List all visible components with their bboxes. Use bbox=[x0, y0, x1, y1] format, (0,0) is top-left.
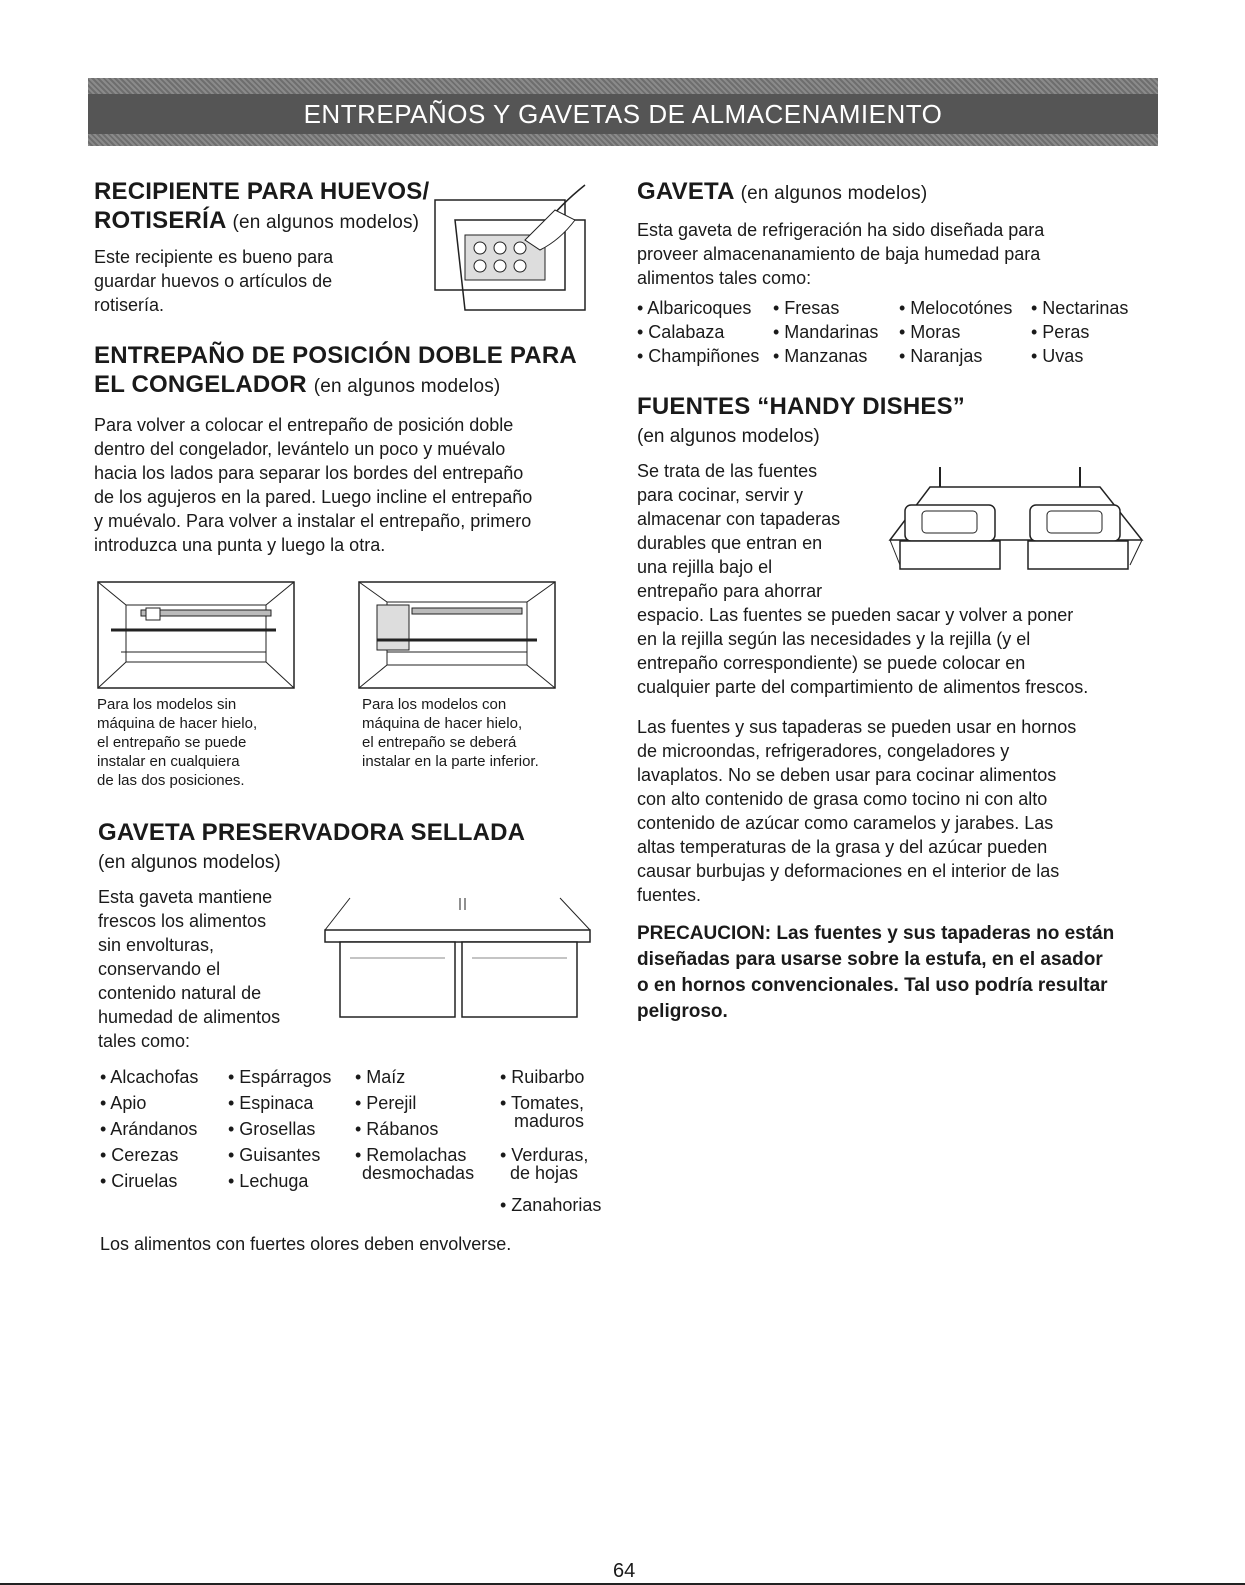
list-item: • Arándanos bbox=[100, 1119, 198, 1139]
shelf-body-line: Para volver a colocar el entrepaño de posición doble bbox=[94, 415, 514, 435]
list-item: • Apio bbox=[100, 1093, 147, 1113]
shelf-body-line: dentro del congelador, levántelo un poco y muévalo bbox=[94, 439, 506, 459]
sealed-body-line: sin envolturas, bbox=[98, 935, 215, 955]
list-item: • Ruibarbo bbox=[500, 1067, 585, 1087]
dishes-body-line: espacio. Las fuentes se pueden sacar y volver a poner bbox=[637, 605, 1074, 625]
dishes-body-line: para cocinar, servir y bbox=[637, 485, 804, 505]
caption-line: instalar en cualquiera bbox=[97, 753, 240, 770]
sealed-subtitle: (en algunos modelos) bbox=[98, 852, 281, 873]
caption-line: Para los modelos sin bbox=[97, 696, 237, 713]
dishes-body-line: entrepaño para ahorrar bbox=[637, 581, 823, 601]
dishes-body2 bbox=[637, 715, 1157, 907]
shelf-illustration-with-icemaker bbox=[357, 580, 557, 692]
dishes-title: FUENTES “HANDY DISHES” bbox=[637, 393, 966, 420]
caption-line: máquina de hacer hielo, bbox=[362, 715, 523, 732]
egg-title-line2 bbox=[94, 206, 434, 237]
caption-line: de las dos posiciones. bbox=[97, 772, 245, 789]
dishes-body-line: una rejilla bajo el bbox=[637, 557, 773, 577]
handy-dishes-illustration bbox=[880, 465, 1150, 580]
list-item: • Maíz bbox=[355, 1067, 406, 1087]
list-item: • Espinaca bbox=[228, 1093, 314, 1113]
list-item: • Champiñones bbox=[637, 346, 760, 366]
list-item: • Grosellas bbox=[228, 1119, 316, 1139]
banner-bar bbox=[88, 94, 1158, 134]
egg-title-line1: RECIPIENTE PARA HUEVOS/ bbox=[94, 178, 430, 205]
sealed-body-line: conservando el bbox=[98, 959, 221, 979]
sealed-body-line: contenido natural de bbox=[98, 983, 262, 1003]
caption-line: Para los modelos con bbox=[362, 696, 507, 713]
shelf-title-line1: ENTREPAÑO DE POSICIÓN DOBLE PARA bbox=[94, 342, 577, 369]
shelf-body-line: y muévalo. Para volver a instalar el entrepaño, primero bbox=[94, 511, 532, 531]
warning-line: o en hornos convencionales. Tal uso podría resultar bbox=[637, 975, 1108, 996]
egg-subtitle: (en algunos modelos) bbox=[232, 212, 420, 233]
shelf-caption-left bbox=[97, 695, 327, 790]
dishes-body2-line: Las fuentes y sus tapaderas se pueden usar en hornos bbox=[637, 717, 1077, 737]
dishes-subtitle: (en algunos modelos) bbox=[637, 426, 820, 447]
caption-line: máquina de hacer hielo, bbox=[97, 715, 258, 732]
list-item: • Fresas bbox=[773, 298, 840, 318]
dishes-warning bbox=[637, 921, 1157, 1025]
list-item: desmochadas bbox=[362, 1163, 475, 1183]
list-item: • Calabaza bbox=[637, 322, 725, 342]
warning-line: peligroso. bbox=[637, 1001, 728, 1022]
dishes-body2-line: fuentes. bbox=[637, 885, 702, 905]
shelf-title-word: EL CONGELADOR bbox=[94, 371, 307, 398]
warning-line: diseñadas para usarse sobre la estufa, en el asador bbox=[637, 949, 1103, 970]
dishes-body-line: almacenar con tapaderas bbox=[637, 509, 841, 529]
shelf-illustration-without-icemaker bbox=[96, 580, 296, 692]
list-item: • Rábanos bbox=[355, 1119, 439, 1139]
list-item: • Perejil bbox=[355, 1093, 417, 1113]
list-item: • Uvas bbox=[1031, 346, 1084, 366]
list-item: • Cerezas bbox=[100, 1145, 179, 1165]
list-item: • Zanahorias bbox=[500, 1195, 602, 1215]
egg-title-word: ROTISERÍA bbox=[94, 207, 226, 234]
list-item: • Alcachofas bbox=[100, 1067, 199, 1087]
shelf-body-line: introduzca una punta y luego la otra. bbox=[94, 535, 386, 555]
dishes-body-line: entrepaño correspondiente) se puede colocar en bbox=[637, 653, 1026, 673]
list-item: • Moras bbox=[899, 322, 961, 342]
list-item: • Ciruelas bbox=[100, 1171, 178, 1191]
egg-body-line: rotisería. bbox=[94, 295, 165, 315]
list-item: • Verduras, bbox=[500, 1145, 589, 1165]
freezer-shelf-section bbox=[94, 341, 594, 557]
dishes-body2-line: con alto contenido de grasa como tocino ni con alto bbox=[637, 789, 1048, 809]
list-item: • Lechuga bbox=[228, 1171, 309, 1191]
drawer-body-line: Esta gaveta de refrigeración ha sido diseñada para bbox=[637, 220, 1045, 240]
drawer-body bbox=[637, 218, 1157, 290]
page-number: 64 bbox=[613, 1560, 636, 1582]
list-item: • Nectarinas bbox=[1031, 298, 1129, 318]
dishes-body2-line: lavaplatos. No se deben usar para cocinar alimentos bbox=[637, 765, 1057, 785]
drawer-title-row bbox=[637, 177, 1157, 208]
shelf-subtitle: (en algunos modelos) bbox=[313, 376, 501, 397]
shelf-caption-right bbox=[362, 695, 602, 771]
list-item: • Remolachas bbox=[355, 1145, 467, 1165]
list-item: • Espárragos bbox=[228, 1067, 332, 1087]
sealed-body-line: tales como: bbox=[98, 1031, 191, 1051]
caption-line: el entrepaño se puede bbox=[97, 734, 247, 751]
egg-body-line: Este recipiente es bueno para bbox=[94, 247, 334, 267]
egg-bin-illustration bbox=[425, 180, 600, 320]
sealed-crisper-illustration bbox=[320, 888, 600, 1028]
list-item: de hojas bbox=[510, 1163, 579, 1183]
dishes-body2-line: de microondas, refrigeradores, congeladores y bbox=[637, 741, 1010, 761]
egg-body-line: guardar huevos o artículos de bbox=[94, 271, 333, 291]
sealed-body-line: frescos los alimentos bbox=[98, 911, 267, 931]
list-item: • Albaricoques bbox=[637, 298, 752, 318]
list-item: • Guisantes bbox=[228, 1145, 321, 1165]
shelf-body bbox=[94, 413, 594, 557]
warning-line: PRECAUCION: Las fuentes y sus tapaderas no están bbox=[637, 923, 1115, 944]
list-item: • Tomates, bbox=[500, 1093, 585, 1113]
egg-body bbox=[94, 245, 434, 317]
shelf-body-line: de los agujeros en la pared. Luego incline el entrepaño bbox=[94, 487, 533, 507]
list-item: maduros bbox=[514, 1111, 585, 1131]
dishes-body-line: Se trata de las fuentes bbox=[637, 461, 818, 481]
drawer-subtitle: (en algunos modelos) bbox=[740, 183, 928, 204]
caption-line: el entrepaño se deberá bbox=[362, 734, 517, 751]
dishes-body-line: durables que entran en bbox=[637, 533, 823, 553]
list-item: • Naranjas bbox=[899, 346, 983, 366]
dishes-body-line: en la rejilla según las necesidades y la rejilla (y el bbox=[637, 629, 1031, 649]
list-item: • Peras bbox=[1031, 322, 1090, 342]
drawer-body-line: proveer almacenanamiento de baja humedad para bbox=[637, 244, 1041, 264]
dishes-body2-line: contenido de azúcar como caramelos y jarabes. Las bbox=[637, 813, 1054, 833]
drawer-body-line: alimentos tales como: bbox=[637, 268, 812, 288]
shelf-title-line2 bbox=[94, 370, 594, 401]
dishes-body2-line: causar burbujas y deformaciones en el interior de las bbox=[637, 861, 1060, 881]
sealed-body-line: Esta gaveta mantiene bbox=[98, 887, 273, 907]
caption-line: instalar en la parte inferior. bbox=[362, 753, 539, 770]
banner-title: ENTREPAÑOS Y GAVETAS DE ALMACENAMIENTO bbox=[303, 98, 943, 129]
egg-section bbox=[94, 177, 434, 317]
list-item: • Melocotónes bbox=[899, 298, 1013, 318]
list-item: • Mandarinas bbox=[773, 322, 879, 342]
drawer-section bbox=[637, 177, 1157, 290]
sealed-title: GAVETA PRESERVADORA SELLADA bbox=[98, 819, 526, 846]
section-banner bbox=[88, 78, 1158, 146]
sealed-body-line: humedad de alimentos bbox=[98, 1007, 281, 1027]
dishes-body2-line: altas temperaturas de la grasa y del azúcar pueden bbox=[637, 837, 1048, 857]
sealed-footer-note: Los alimentos con fuertes olores deben envolverse. bbox=[100, 1234, 512, 1254]
dishes-body-line: cualquier parte del compartimiento de alimentos frescos. bbox=[637, 677, 1089, 697]
shelf-body-line: hacia los lados para separar los bordes del entrepaño bbox=[94, 463, 524, 483]
drawer-title: GAVETA bbox=[637, 178, 734, 205]
list-item: • Manzanas bbox=[773, 346, 868, 366]
